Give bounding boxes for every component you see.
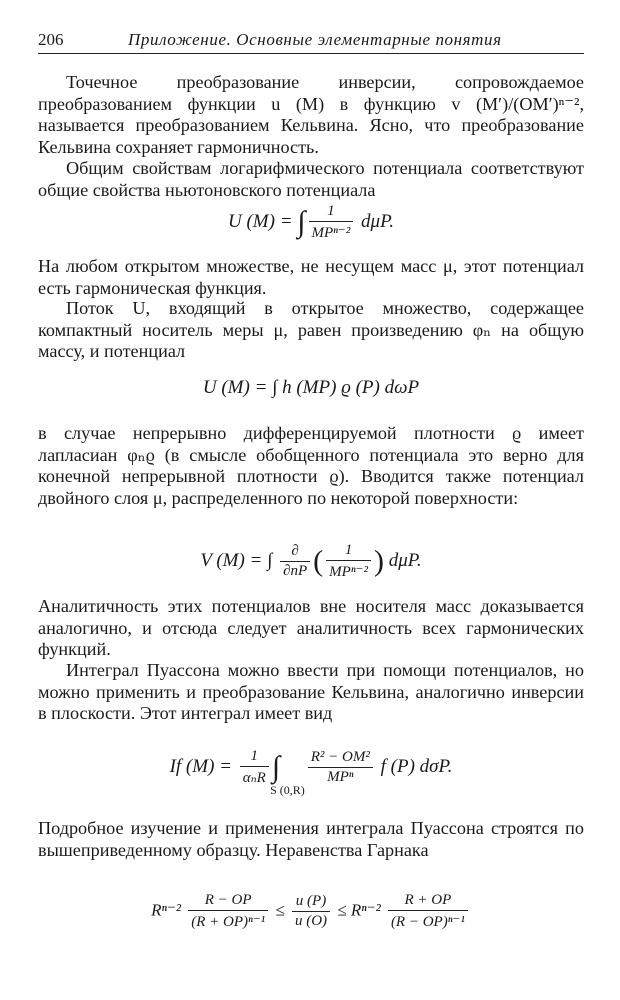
formula-tail: f (P) dσP. [375, 755, 453, 777]
inequality-sign-upper: ≤ Rⁿ⁻² [333, 900, 385, 920]
fraction-numerator: R + OP [388, 892, 468, 911]
paragraph-poisson-intro: Интеграл Пуассона можно ввести при помощи потенциалов, но можно применить и преобразование Кельвина, аналогично инверсии в плоскости. Этот интеграл имеет вид [38, 660, 584, 723]
fraction-denominator: (R + OP)ⁿ⁻¹ [191, 914, 266, 930]
header-rule [38, 53, 584, 54]
inequality-sign: ≤ [271, 900, 289, 920]
fraction-numerator: R − OP [188, 892, 268, 911]
integral-domain: S (0,R) [270, 782, 305, 797]
formula-newton-potential [38, 203, 584, 242]
fraction-numerator: u (P) [292, 893, 330, 912]
fraction-denominator: MPⁿ [327, 769, 354, 785]
fraction-numerator: 1 [326, 542, 371, 561]
page-number: 206 [38, 30, 64, 49]
integral-sign: ∫ [297, 205, 306, 239]
paragraph-laplacian: в случае непрерывно дифференцируемой плотности ϱ имеет лапласиан φₙϱ (в смысле обобщенного потенциала это верно для конечной непрерывной плотности ϱ). Вводится также потенциал двойного слоя μ, распределенного по некоторой поверхности: [38, 423, 584, 508]
fraction-derivative [280, 543, 310, 580]
paragraph-newton-potential: Общим свойствам логарифмического потенциала соответствуют общие свойства ньютоновского потенциала [38, 158, 584, 200]
running-title: Приложение. Основные элементарные понятия [128, 30, 502, 49]
fraction-upper-bound [388, 892, 468, 931]
paragraph-flux: Поток U, входящий в открытое множество, содержащее компактный носитель меры μ, равен произведению φₙ на общую массу, и потенциал [38, 298, 584, 361]
right-paren: ) [373, 544, 384, 578]
fraction-denominator: (R − OP)ⁿ⁻¹ [390, 914, 465, 930]
formula-lead: Rⁿ⁻² [151, 900, 186, 920]
formula-poisson-integral [38, 748, 584, 798]
formula-lhs: U (M) = [228, 210, 298, 232]
fraction-numerator: 1 [309, 203, 354, 222]
paragraph-harmonic: На любом открытом множестве, не несущем масс μ, этот потенциал есть гармоническая функция. [38, 256, 584, 298]
fraction-denominator: MPⁿ⁻² [311, 225, 351, 241]
formula-tail: dμP. [356, 210, 394, 232]
formula-tail: dμP. [383, 549, 422, 571]
fraction-denominator: u (O) [294, 913, 328, 929]
formula-density-potential [38, 377, 584, 399]
paragraph-analyticity: Аналитичность этих потенциалов вне носителя масс доказывается аналогично, и отсюда следует аналитичность всех гармонических функций. [38, 596, 584, 659]
formula-lhs: If (M) = [169, 755, 237, 777]
fraction [309, 203, 354, 242]
paragraph-harnack: Подробное изучение и применения интеграла Пуассона строятся по вышеприведенному образцу. Неравенства Гарнака [38, 818, 584, 860]
formula-harnack-inequality [38, 892, 584, 931]
fraction-numerator: ∂ [280, 543, 310, 562]
page-header [38, 30, 583, 54]
fraction-lower-bound [188, 892, 268, 931]
formula-double-layer [38, 542, 584, 581]
fraction-constant [240, 748, 269, 787]
formula-lhs: V (M) = ∫ [200, 549, 278, 571]
fraction-numerator: R² − OM² [308, 749, 373, 768]
fraction-ratio [292, 893, 330, 930]
integral-sign: ∫ [271, 750, 281, 784]
fraction-denominator: αₙR [242, 770, 266, 786]
fraction-denominator: MPⁿ⁻² [329, 564, 368, 580]
fraction-kernel [326, 542, 371, 581]
fraction-numerator: 1 [240, 748, 269, 767]
left-paren: ( [313, 544, 324, 578]
fraction-poisson-kernel [308, 749, 373, 786]
paragraph-kelvin-transform: Точечное преобразование инверсии, сопровождаемое преобразованием функции u (M) в функцию v (M′)/(OM′)ⁿ⁻², называется преобразованием Кельвина. Ясно, что преобразование Кельвина сохраняет гармоничность. [38, 72, 584, 157]
formula-text: U (M) = ∫ h (MP) ϱ (P) dωP [202, 377, 420, 398]
fraction-denominator: ∂nP [283, 563, 308, 579]
